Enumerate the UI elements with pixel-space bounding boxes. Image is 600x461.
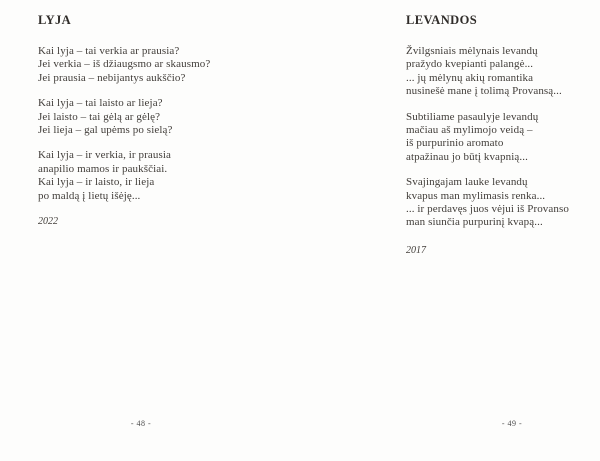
poem-line: kvapus man mylimasis renka... bbox=[406, 189, 546, 202]
stanza-3-right bbox=[406, 176, 591, 230]
poem-title-levandos: LEVANDOS bbox=[406, 13, 478, 27]
poem-line: anapilio mamos ir paukščiai. bbox=[38, 162, 168, 175]
poem-line: Kai lyja – ir verkia, ir prausia bbox=[38, 149, 172, 162]
stanza-3-left bbox=[38, 149, 268, 203]
stanza-1-right bbox=[406, 45, 591, 99]
poem-line: man siunčia purpurinį kvapą... bbox=[406, 216, 543, 229]
stanza-2-right bbox=[406, 111, 591, 165]
page-number-left: - 48 - bbox=[130, 419, 152, 428]
poem-line: Kai lyja – tai laisto ar lieja? bbox=[38, 97, 163, 110]
stanza-2-left bbox=[38, 97, 268, 137]
page-left bbox=[38, 14, 268, 227]
stanza-1-left bbox=[38, 45, 268, 85]
poem-line: iš purpurinio aromato bbox=[406, 137, 504, 150]
poem-title-lyja: LYJA bbox=[38, 13, 72, 27]
poem-line: Jei lieja – gal upėms po sielą? bbox=[38, 124, 173, 137]
poem-line: atpažinau jo būtį kvapnią... bbox=[406, 150, 528, 163]
poem-line: ... jų mėlynų akių romantika bbox=[406, 71, 534, 84]
poem-line: Jei verkia – iš džiaugsmo ar skausmo? bbox=[38, 58, 211, 71]
poem-line: Svajingajam lauke levandų bbox=[406, 176, 528, 189]
poem-line: Jei laisto – tai gėlą ar gėlę? bbox=[38, 110, 161, 123]
poem-year-left: 2022 bbox=[38, 216, 58, 228]
poem-line: Kai lyja – tai verkia ar prausia? bbox=[38, 45, 180, 57]
poem-line: Subtiliame pasaulyje levandų bbox=[406, 110, 539, 123]
page-number-right: - 49 - bbox=[501, 419, 523, 428]
page-right bbox=[406, 14, 591, 256]
poem-line: nusinešė mane į tolimą Provansą... bbox=[406, 85, 562, 98]
poem-line: mačiau aš mylimojo veidą – bbox=[406, 124, 533, 137]
poem-line: pražydo kvepianti palangė... bbox=[406, 58, 534, 71]
poem-line: Jei prausia – nebijantys aukščio? bbox=[38, 71, 186, 84]
poem-line: po maldą į lietų išėję... bbox=[38, 189, 141, 202]
poem-line: Kai lyja – ir laisto, ir lieja bbox=[38, 176, 155, 189]
poem-line: ... ir perdavęs juos vėjui iš Provanso bbox=[406, 203, 569, 216]
poem-year-right: 2017 bbox=[406, 244, 426, 256]
poem-line: Žvilgsniais mėlynais levandų bbox=[406, 45, 538, 57]
